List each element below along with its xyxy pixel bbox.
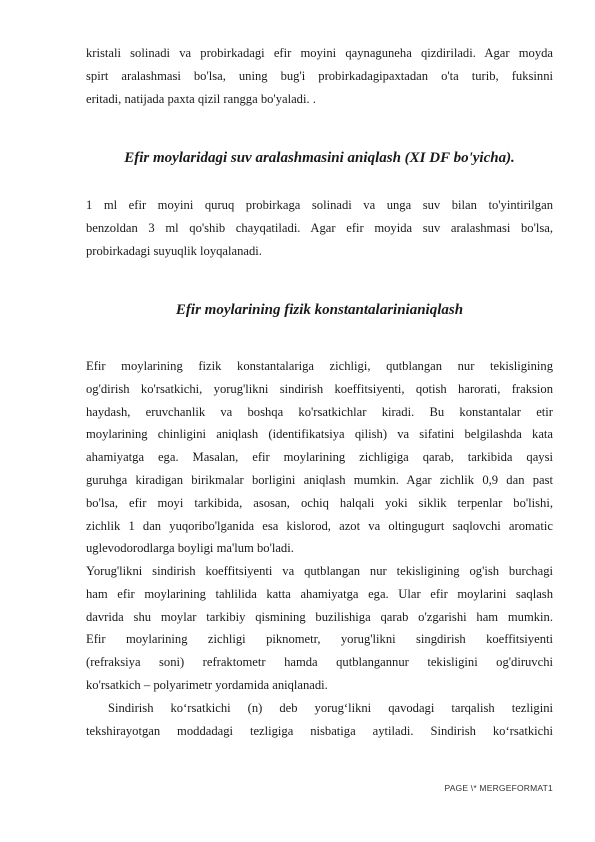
- paragraph-line: ko'rsatkich – polyarimetr yordamida aniqlanadi.: [86, 677, 328, 692]
- paragraph-line: moylarining chinligini aniqlash (identifikatsiya qilish) va sifatini belgilashda kata: [86, 427, 553, 442]
- paragraph-line: zichlik 1 dan yuqoribo'lganida esa kislorod, azot va oltingugurt saqlovchi aromatic: [86, 518, 553, 533]
- paragraph-line: ham efir moylarining tahlilida katta ahamiyatga ega. Ular efir moylarini saqlash: [86, 586, 553, 601]
- paragraph-5: [86, 697, 553, 743]
- section-heading-physical-constants: Efir moylarining fizik konstantalarinianiqlash: [175, 302, 464, 318]
- paragraph-line: Efir moylarining fizik konstantalariga zichligi, qutblangan nur tekisligining: [86, 359, 553, 373]
- paragraph-line: ahamiyatga ega. Masalan, efir moylarining zichligiga qarab, tarkibida qaysi: [86, 450, 553, 465]
- paragraph-2: [86, 194, 553, 262]
- paragraph-line: Sindirish ko‘rsatkichi (n) deb yorug‘likni qavodagi tarqalish tezligini: [108, 701, 553, 715]
- paragraph-line: guruhga kiradigan birikmalar borligini aniqlash mumkin. Agar zichlik 0,9 dan past: [86, 472, 553, 487]
- page-number-field: PAGE \* MERGEFORMAT1: [444, 783, 553, 793]
- section-heading-water-admixture: Efir moylaridagi suv aralashmasini aniqlash (XI DF bo'yicha).: [124, 150, 515, 166]
- paragraph-line: probirkadagi suyuqlik loyqalanadi.: [86, 243, 262, 258]
- paragraph-line: davrida shu moylar tarkibiy qismining buzilishiga qarab o'zgarishi ham mumkin.: [86, 609, 553, 624]
- paragraph-line: spirt aralashmasi bo'lsa, uning bug'i probirkadagipaxtadan o'ta turib, fuksinni: [86, 68, 553, 83]
- paragraph-4: [86, 560, 553, 697]
- paragraph-line: Yorug'likni sindirish koeffitsiyenti va qutblangan nur tekisligining og'ish burchagi: [86, 564, 553, 578]
- paragraph-line: benzoldan 3 ml qo'shib chayqatiladi. Agar efir moyida suv aralashmasi bo'lsa,: [86, 220, 553, 235]
- paragraph-line: Efir moylarining zichligi piknometr, yorug'likni singdirish koeffitsiyenti: [86, 632, 553, 647]
- paragraph-line: og'dirish ko'rsatkichi, yorug'likni sindirish koeffitsiyenti, qotish harorati, fraksion: [86, 381, 553, 396]
- paragraph-line: haydash, eruvchanlik va boshqa ko'rsatkichlar kiradi. Bu konstantalar etir: [86, 404, 553, 419]
- paragraph-line: (refraksiya soni) refraktometr hamda qutblangannur tekisligini og'diruvchi: [86, 655, 553, 670]
- paragraph-line: eritadi, natijada paxta qizil rangga bo'yaladi. .: [86, 91, 316, 106]
- paragraph-1: [86, 42, 553, 110]
- paragraph-line: bo'lsa, efir moyi tarkibida, asosan, ochiq halqali yoki siklik terpenlar bo'lishi,: [86, 495, 553, 510]
- paragraph-line: kristali solinadi va probirkadagi efir moyini qaynaguneha qizdiriladi. Agar moyda: [86, 46, 553, 60]
- paragraph-line: uglevodorodlarga boyligi ma'lum bo'ladi.: [86, 541, 294, 556]
- paragraph-line: tekshirayotgan moddadagi tezligiga nisbatiga aytiladi. Sindirish ko‘rsatkichi: [86, 723, 553, 738]
- paragraph-3: [86, 355, 553, 560]
- paragraph-line: 1 ml efir moyini quruq probirkaga solinadi va unga suv bilan to'yintirilgan: [86, 198, 553, 212]
